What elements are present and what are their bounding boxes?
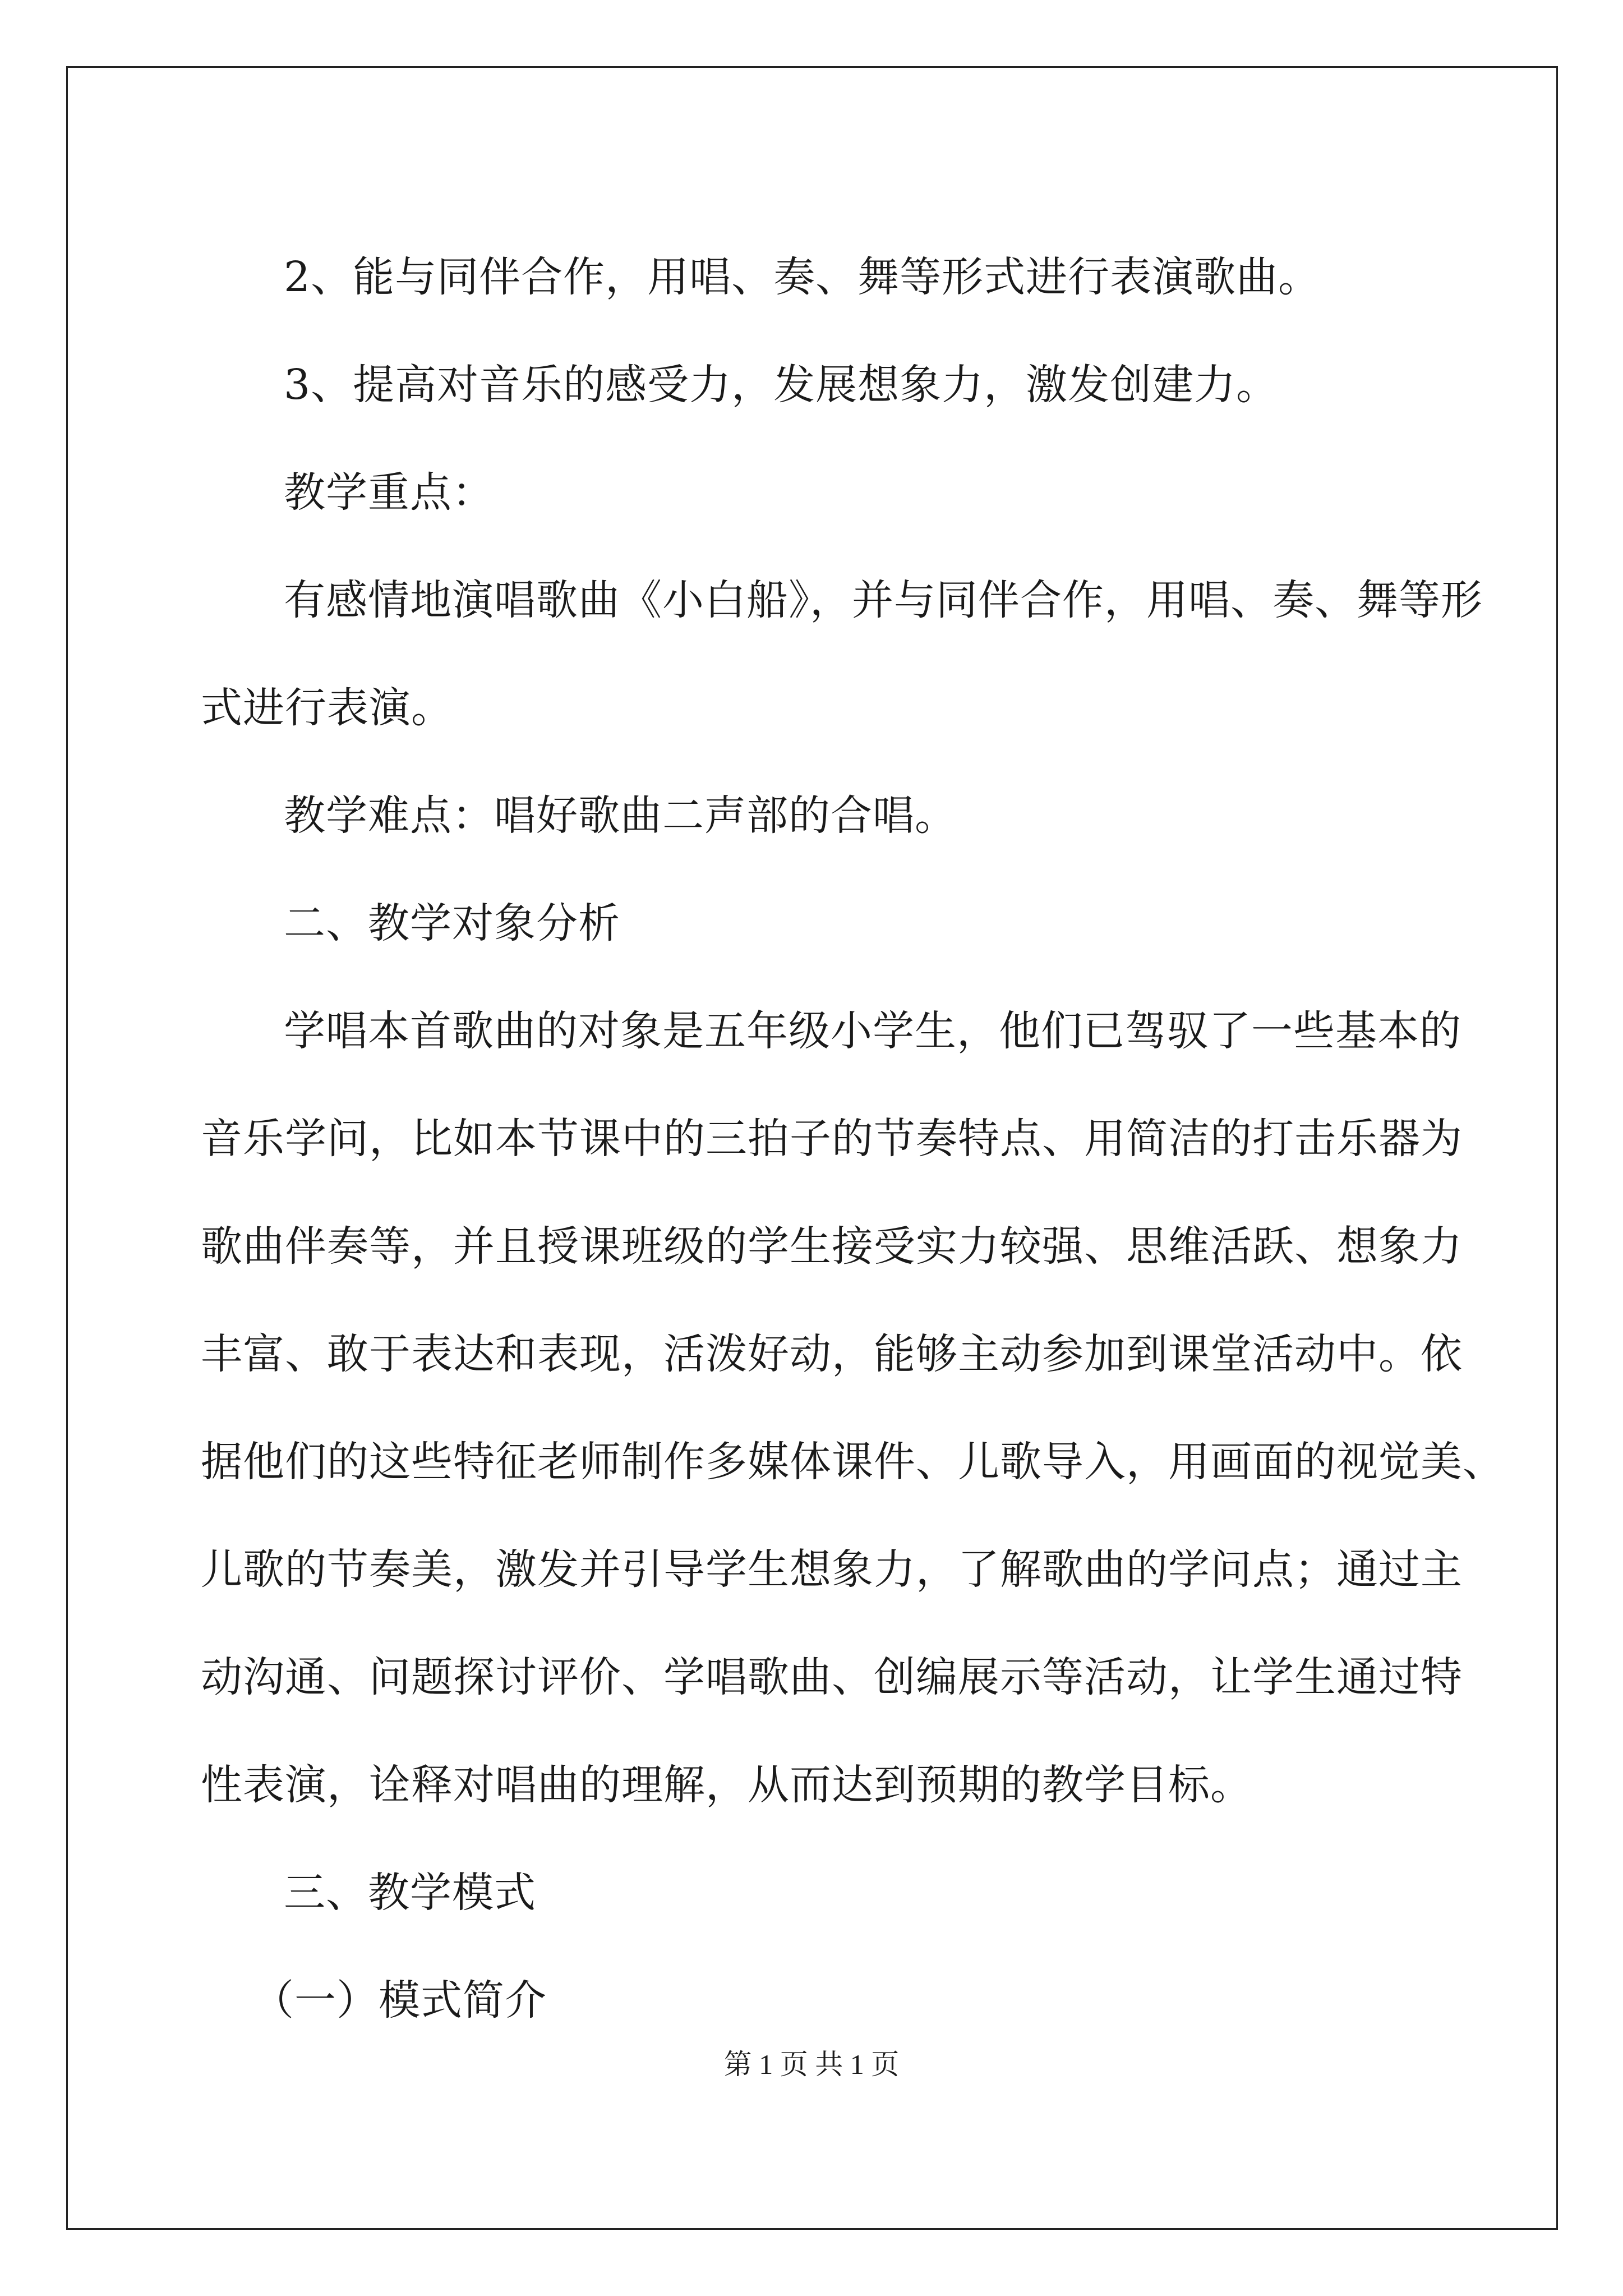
line-4: 有感情地演唱歌曲《小白船》，并与同伴合作，用唱、奏、舞等形 (284, 576, 1483, 624)
line-5: 式进行表演。 (201, 684, 453, 732)
line-10: 歌曲伴奏等，并且授课班级的学生接受实力较强、思维活跃、想象力 (201, 1222, 1463, 1271)
section-heading-3: 三、教学模式 (284, 1869, 536, 1917)
line-15: 性表演，诠释对唱曲的理解，从而达到预期的教学目标。 (201, 1761, 1252, 1809)
line-13: 儿歌的节奏美，激发并引导学生想象力，了解歌曲的学问点；通过主 (201, 1545, 1463, 1594)
line-11: 丰富、敢于表达和表现，活泼好动，能够主动参加到课堂活动中。依 (201, 1330, 1463, 1378)
line-1: 2、能与同伴合作，用唱、奏、舞等形式进行表演歌曲。 (284, 253, 1321, 301)
document-body (201, 223, 1505, 2054)
line-12: 据他们的这些特征老师制作多媒体课件、儿歌导入，用画面的视觉美、 (201, 1438, 1505, 1486)
page-footer: 第 1 页 共 1 页 (723, 2049, 900, 2080)
heading-key-points: 教学重点： (284, 468, 494, 517)
line-8: 学唱本首歌曲的对象是五年级小学生，他们已驾驭了一些基本的 (284, 1007, 1461, 1055)
line-2: 3、提高对音乐的感受力，发展想象力，激发创建力。 (284, 361, 1279, 409)
section-heading-2: 二、教学对象分析 (284, 899, 620, 947)
line-9: 音乐学问，比如本节课中的三拍子的节奏特点、用简洁的打击乐器为 (201, 1115, 1463, 1163)
line-14: 动沟通、问题探讨评价、学唱歌曲、创编展示等活动，让学生通过特 (201, 1653, 1463, 1701)
heading-difficulty: 教学难点：唱好歌曲二声部的合唱。 (284, 792, 957, 840)
subsection-heading: （一）模式简介 (252, 1976, 547, 2024)
